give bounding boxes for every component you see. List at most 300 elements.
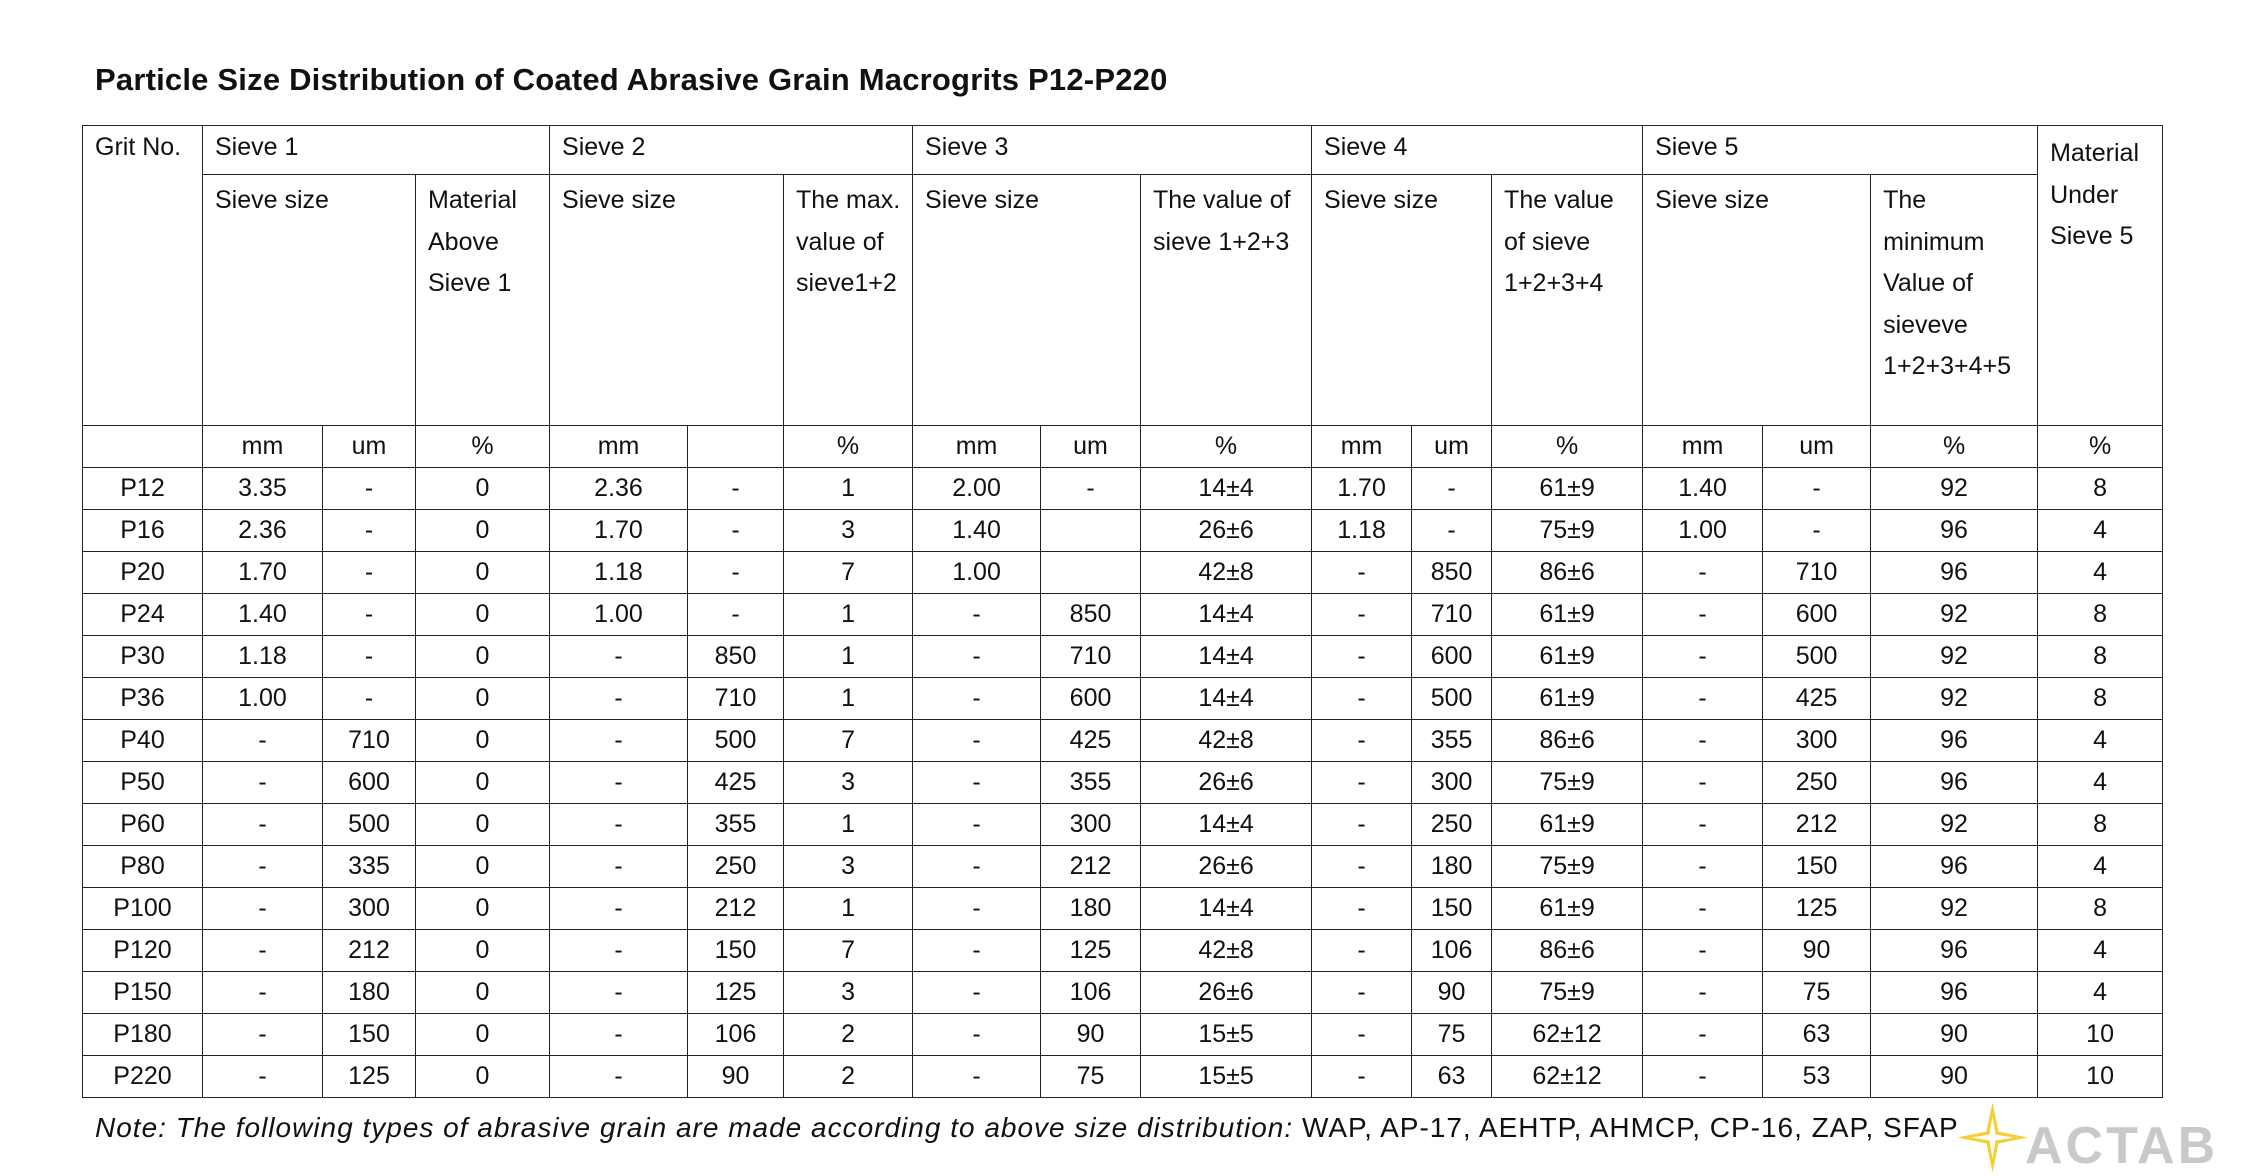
value-cell: 0 <box>416 510 550 552</box>
value-cell: 4 <box>2038 846 2163 888</box>
value-cell: 15±5 <box>1141 1056 1312 1098</box>
value-cell <box>1041 510 1141 552</box>
value-cell: 125 <box>1763 888 1871 930</box>
value-cell: 500 <box>323 804 416 846</box>
value-cell: - <box>1643 594 1763 636</box>
table-row <box>83 888 2163 930</box>
value-cell: - <box>913 636 1041 678</box>
grit-unit-cell <box>83 426 203 468</box>
value-cell: 90 <box>1412 972 1492 1014</box>
value-cell: 500 <box>1763 636 1871 678</box>
value-cell: 90 <box>1871 1014 2038 1056</box>
value-cell: 0 <box>416 930 550 972</box>
value-cell: 3.35 <box>203 468 323 510</box>
sieve3-header: Sieve 3 <box>913 126 1312 175</box>
value-cell: 355 <box>1041 762 1141 804</box>
value-cell: 600 <box>1412 636 1492 678</box>
value-cell: 14±4 <box>1141 678 1312 720</box>
unit-cell: % <box>784 426 913 468</box>
value-cell: 42±8 <box>1141 552 1312 594</box>
value-cell: 125 <box>323 1056 416 1098</box>
value-cell: 96 <box>1871 762 2038 804</box>
value-cell: 4 <box>2038 972 2163 1014</box>
unit-cell: mm <box>203 426 323 468</box>
value-cell: - <box>688 594 784 636</box>
value-cell: - <box>203 804 323 846</box>
value-cell: - <box>1643 636 1763 678</box>
value-cell: - <box>1312 972 1412 1014</box>
grit-cell: P60 <box>83 804 203 846</box>
value-cell: 92 <box>1871 468 2038 510</box>
value-cell: 250 <box>688 846 784 888</box>
grit-cell: P220 <box>83 1056 203 1098</box>
value-cell: 8 <box>2038 594 2163 636</box>
value-cell: 212 <box>1041 846 1141 888</box>
value-cell: 2.36 <box>203 510 323 552</box>
value-cell: - <box>913 846 1041 888</box>
table-row <box>83 762 2163 804</box>
value-cell: 335 <box>323 846 416 888</box>
value-cell: 0 <box>416 678 550 720</box>
value-cell: - <box>688 552 784 594</box>
value-cell: 0 <box>416 972 550 1014</box>
sieve5-size-header: Sieve size <box>1643 175 1871 426</box>
value-cell: 92 <box>1871 636 2038 678</box>
value-cell: 8 <box>2038 636 2163 678</box>
value-cell: - <box>913 1056 1041 1098</box>
value-cell: 710 <box>1763 552 1871 594</box>
value-cell: 2 <box>784 1014 913 1056</box>
value-cell: 75 <box>1412 1014 1492 1056</box>
grit-cell: P120 <box>83 930 203 972</box>
value-cell: 180 <box>1412 846 1492 888</box>
value-cell: 14±4 <box>1141 468 1312 510</box>
table-row <box>83 552 2163 594</box>
value-cell: 14±4 <box>1141 636 1312 678</box>
sieve5-header: Sieve 5 <box>1643 126 2038 175</box>
value-cell: - <box>1412 468 1492 510</box>
sieve1-size-header: Sieve size <box>203 175 416 426</box>
value-cell: - <box>1312 1056 1412 1098</box>
material-under-header: Material Under Sieve 5 <box>2038 126 2163 426</box>
value-cell: - <box>1643 846 1763 888</box>
value-cell: - <box>203 720 323 762</box>
grit-cell: P12 <box>83 468 203 510</box>
value-cell: 1.40 <box>1643 468 1763 510</box>
table-row <box>83 1014 2163 1056</box>
table-row <box>83 930 2163 972</box>
value-cell: - <box>1643 762 1763 804</box>
value-cell: 3 <box>784 762 913 804</box>
value-cell: - <box>913 888 1041 930</box>
value-cell: 10 <box>2038 1056 2163 1098</box>
value-cell: 212 <box>1763 804 1871 846</box>
value-cell: 26±6 <box>1141 846 1312 888</box>
value-cell: - <box>550 888 688 930</box>
value-cell: 1 <box>784 636 913 678</box>
value-cell: 1 <box>784 678 913 720</box>
value-cell: - <box>323 510 416 552</box>
value-cell: 0 <box>416 804 550 846</box>
value-cell: - <box>323 636 416 678</box>
grit-cell: P80 <box>83 846 203 888</box>
unit-cell <box>688 426 784 468</box>
grit-cell: P36 <box>83 678 203 720</box>
value-cell: - <box>1643 888 1763 930</box>
value-cell: 850 <box>688 636 784 678</box>
sieve2-header: Sieve 2 <box>550 126 913 175</box>
value-cell: - <box>913 804 1041 846</box>
grit-cell: P180 <box>83 1014 203 1056</box>
value-cell: 1.00 <box>203 678 323 720</box>
value-cell: - <box>550 762 688 804</box>
value-cell: 710 <box>1041 636 1141 678</box>
value-cell: 250 <box>1412 804 1492 846</box>
value-cell: - <box>1312 888 1412 930</box>
value-cell: 8 <box>2038 888 2163 930</box>
value-cell: 3 <box>784 972 913 1014</box>
grit-cell: P20 <box>83 552 203 594</box>
value-cell: - <box>550 972 688 1014</box>
grit-cell: P16 <box>83 510 203 552</box>
value-cell: - <box>323 552 416 594</box>
star-logo-icon <box>1955 1100 2030 1175</box>
value-cell: 1.00 <box>913 552 1041 594</box>
value-cell: 86±6 <box>1492 930 1643 972</box>
value-cell: 61±9 <box>1492 804 1643 846</box>
value-cell: - <box>1643 1056 1763 1098</box>
value-cell: 4 <box>2038 762 2163 804</box>
value-cell: 42±8 <box>1141 720 1312 762</box>
value-cell: 8 <box>2038 468 2163 510</box>
value-cell: - <box>323 594 416 636</box>
value-cell: 0 <box>416 846 550 888</box>
value-cell: - <box>1312 678 1412 720</box>
sieve3-size-header: Sieve size <box>913 175 1141 426</box>
grit-cell: P24 <box>83 594 203 636</box>
value-cell: 355 <box>1412 720 1492 762</box>
unit-cell: mm <box>913 426 1041 468</box>
value-cell: 61±9 <box>1492 594 1643 636</box>
table-row <box>83 468 2163 510</box>
value-cell: - <box>1643 804 1763 846</box>
value-cell: 1.40 <box>913 510 1041 552</box>
value-cell: 15±5 <box>1141 1014 1312 1056</box>
value-cell: 0 <box>416 1056 550 1098</box>
value-cell: 26±6 <box>1141 762 1312 804</box>
value-cell: 63 <box>1763 1014 1871 1056</box>
value-cell: - <box>323 468 416 510</box>
value-cell: - <box>203 762 323 804</box>
unit-cell: % <box>1871 426 2038 468</box>
unit-cell: mm <box>1643 426 1763 468</box>
value-cell: - <box>913 762 1041 804</box>
sieve2-size-header: Sieve size <box>550 175 784 426</box>
value-cell: 8 <box>2038 678 2163 720</box>
value-cell: 75±9 <box>1492 762 1643 804</box>
table-row <box>83 594 2163 636</box>
value-cell: 1.18 <box>1312 510 1412 552</box>
material-above-header: Material Above Sieve 1 <box>416 175 550 426</box>
value-cell: - <box>1763 510 1871 552</box>
value-cell: 710 <box>323 720 416 762</box>
value-cell: 86±6 <box>1492 552 1643 594</box>
value-cell: - <box>1412 510 1492 552</box>
unit-cell: mm <box>1312 426 1412 468</box>
grit-cell: P30 <box>83 636 203 678</box>
value-cell: 1 <box>784 594 913 636</box>
value-cell: 300 <box>1041 804 1141 846</box>
sieve1-header: Sieve 1 <box>203 126 550 175</box>
value-cell: 106 <box>1412 930 1492 972</box>
value-cell: - <box>913 1014 1041 1056</box>
value-123-header: The value of sieve 1+2+3 <box>1141 175 1312 426</box>
value-cell: 1 <box>784 888 913 930</box>
table-row <box>83 804 2163 846</box>
value-cell: - <box>1312 804 1412 846</box>
value-cell: - <box>913 930 1041 972</box>
value-cell: 90 <box>1041 1014 1141 1056</box>
unit-cell: % <box>1141 426 1312 468</box>
value-cell: 300 <box>323 888 416 930</box>
value-cell: 1.70 <box>203 552 323 594</box>
value-cell: 500 <box>688 720 784 762</box>
min-value-header: The minimum Value of sieveve 1+2+3+4+5 <box>1871 175 2038 426</box>
unit-cell: um <box>323 426 416 468</box>
value-cell: 75 <box>1041 1056 1141 1098</box>
value-cell: - <box>1763 468 1871 510</box>
value-cell: - <box>1643 678 1763 720</box>
value-cell: - <box>1312 762 1412 804</box>
value-cell: 86±6 <box>1492 720 1643 762</box>
value-cell: 150 <box>688 930 784 972</box>
table-row <box>83 636 2163 678</box>
value-cell: 106 <box>688 1014 784 1056</box>
value-cell: 14±4 <box>1141 804 1312 846</box>
table-body <box>83 468 2163 1098</box>
value-cell: 61±9 <box>1492 636 1643 678</box>
value-cell: 96 <box>1871 510 2038 552</box>
value-cell: 7 <box>784 720 913 762</box>
value-cell: 600 <box>1041 678 1141 720</box>
value-cell: - <box>913 678 1041 720</box>
value-cell: 425 <box>688 762 784 804</box>
table-row <box>83 678 2163 720</box>
value-cell: - <box>1312 846 1412 888</box>
size-distribution-table <box>82 125 2163 1098</box>
value-cell: 1.00 <box>1643 510 1763 552</box>
note <box>95 1112 1959 1144</box>
value-cell: 90 <box>688 1056 784 1098</box>
value-cell: - <box>688 510 784 552</box>
value-cell: - <box>1041 468 1141 510</box>
value-cell: 710 <box>1412 594 1492 636</box>
value-cell: 212 <box>688 888 784 930</box>
value-cell: - <box>550 636 688 678</box>
value-cell: 3 <box>784 846 913 888</box>
value-cell: - <box>203 1014 323 1056</box>
value-cell: 300 <box>1763 720 1871 762</box>
value-cell: - <box>203 972 323 1014</box>
value-cell: 1.18 <box>203 636 323 678</box>
value-cell: - <box>550 678 688 720</box>
watermark-text: ACTAB <box>2025 1117 2219 1175</box>
value-cell: 92 <box>1871 594 2038 636</box>
value-cell: 150 <box>1412 888 1492 930</box>
value-cell: - <box>1312 930 1412 972</box>
value-cell: 850 <box>1041 594 1141 636</box>
note-prefix: Note: The following types of abrasive grain are made according to above size distribution: <box>95 1112 1294 1143</box>
value-cell: 90 <box>1763 930 1871 972</box>
value-cell: 62±12 <box>1492 1014 1643 1056</box>
value-cell: 150 <box>1763 846 1871 888</box>
value-cell: 26±6 <box>1141 972 1312 1014</box>
value-cell: 125 <box>1041 930 1141 972</box>
value-cell: 212 <box>323 930 416 972</box>
value-cell: 0 <box>416 594 550 636</box>
value-cell: 1.40 <box>203 594 323 636</box>
unit-cell: % <box>416 426 550 468</box>
value-cell: 0 <box>416 1014 550 1056</box>
value-cell: - <box>203 1056 323 1098</box>
value-cell: 1.18 <box>550 552 688 594</box>
value-cell: - <box>550 804 688 846</box>
value-cell: 1 <box>784 804 913 846</box>
value-cell: 4 <box>2038 510 2163 552</box>
value-cell: 2.00 <box>913 468 1041 510</box>
value-cell: 0 <box>416 888 550 930</box>
value-cell: - <box>1312 720 1412 762</box>
unit-cell: um <box>1041 426 1141 468</box>
grit-cell: P50 <box>83 762 203 804</box>
value-cell: - <box>913 594 1041 636</box>
value-cell: 7 <box>784 930 913 972</box>
value-cell: 1.70 <box>550 510 688 552</box>
table-row <box>83 846 2163 888</box>
value-cell: 8 <box>2038 804 2163 846</box>
value-cell: 4 <box>2038 552 2163 594</box>
value-cell: 92 <box>1871 888 2038 930</box>
table-row <box>83 1056 2163 1098</box>
value-cell <box>1041 552 1141 594</box>
value-cell: - <box>1643 930 1763 972</box>
value-cell: 96 <box>1871 552 2038 594</box>
value-cell: - <box>1312 552 1412 594</box>
value-cell: 180 <box>323 972 416 1014</box>
value-cell: - <box>550 1014 688 1056</box>
value-cell: - <box>203 888 323 930</box>
value-cell: - <box>1312 636 1412 678</box>
value-cell: 63 <box>1412 1056 1492 1098</box>
table-row <box>83 510 2163 552</box>
value-cell: 150 <box>323 1014 416 1056</box>
value-cell: 180 <box>1041 888 1141 930</box>
value-cell: 75 <box>1763 972 1871 1014</box>
value-cell: - <box>203 846 323 888</box>
value-cell: - <box>688 468 784 510</box>
note-grain-types: WAP, AP-17, AEHTP, AHMCP, CP-16, ZAP, SFAP <box>1301 1112 1959 1143</box>
value-cell: - <box>1643 552 1763 594</box>
value-cell: 96 <box>1871 930 2038 972</box>
value-cell: 0 <box>416 720 550 762</box>
page-title: Particle Size Distribution of Coated Abrasive Grain Macrogrits P12-P220 <box>95 62 1168 97</box>
unit-cell: % <box>2038 426 2163 468</box>
value-cell: - <box>1643 1014 1763 1056</box>
value-cell: 250 <box>1763 762 1871 804</box>
value-cell: 14±4 <box>1141 888 1312 930</box>
value-cell: 96 <box>1871 846 2038 888</box>
value-cell: 7 <box>784 552 913 594</box>
value-cell: - <box>1643 720 1763 762</box>
value-cell: 3 <box>784 510 913 552</box>
value-cell: - <box>913 972 1041 1014</box>
value-cell: 0 <box>416 468 550 510</box>
value-cell: 92 <box>1871 804 2038 846</box>
value-cell: 850 <box>1412 552 1492 594</box>
value-cell: 61±9 <box>1492 468 1643 510</box>
sieve4-header: Sieve 4 <box>1312 126 1643 175</box>
watermark-logo <box>1955 1100 2245 1175</box>
star-logo-shape <box>1957 1102 2028 1173</box>
value-cell: - <box>550 1056 688 1098</box>
value-cell: 92 <box>1871 678 2038 720</box>
value-cell: - <box>550 930 688 972</box>
value-cell: 0 <box>416 762 550 804</box>
unit-cell: mm <box>550 426 688 468</box>
value-cell: 106 <box>1041 972 1141 1014</box>
table-row <box>83 720 2163 762</box>
unit-cell: um <box>1763 426 1871 468</box>
value-cell: 61±9 <box>1492 888 1643 930</box>
value-cell: 62±12 <box>1492 1056 1643 1098</box>
value-cell: - <box>1312 1014 1412 1056</box>
grit-no-header: Grit No. <box>83 126 203 426</box>
value-cell: 90 <box>1871 1056 2038 1098</box>
value-cell: 10 <box>2038 1014 2163 1056</box>
value-cell: - <box>913 720 1041 762</box>
value-cell: - <box>323 678 416 720</box>
value-cell: 500 <box>1412 678 1492 720</box>
value-cell: 75±9 <box>1492 846 1643 888</box>
value-cell: 75±9 <box>1492 972 1643 1014</box>
value-cell: - <box>203 930 323 972</box>
value-cell: 425 <box>1041 720 1141 762</box>
value-cell: 4 <box>2038 720 2163 762</box>
value-1234-header: The value of sieve 1+2+3+4 <box>1492 175 1643 426</box>
value-cell: 1.70 <box>1312 468 1412 510</box>
value-cell: 42±8 <box>1141 930 1312 972</box>
value-cell: 0 <box>416 636 550 678</box>
value-cell: - <box>1312 594 1412 636</box>
value-cell: 14±4 <box>1141 594 1312 636</box>
value-cell: 355 <box>688 804 784 846</box>
value-cell: - <box>550 846 688 888</box>
value-cell: 600 <box>323 762 416 804</box>
value-cell: 61±9 <box>1492 678 1643 720</box>
value-cell: 2.36 <box>550 468 688 510</box>
sieve4-size-header: Sieve size <box>1312 175 1492 426</box>
grit-cell: P150 <box>83 972 203 1014</box>
grit-cell: P100 <box>83 888 203 930</box>
unit-cell: um <box>1412 426 1492 468</box>
value-cell: - <box>1643 972 1763 1014</box>
value-cell: 425 <box>1763 678 1871 720</box>
max-value-header: The max. value of sieve1+2 <box>784 175 913 426</box>
value-cell: 600 <box>1763 594 1871 636</box>
value-cell: 26±6 <box>1141 510 1312 552</box>
grit-cell: P40 <box>83 720 203 762</box>
table-row <box>83 972 2163 1014</box>
